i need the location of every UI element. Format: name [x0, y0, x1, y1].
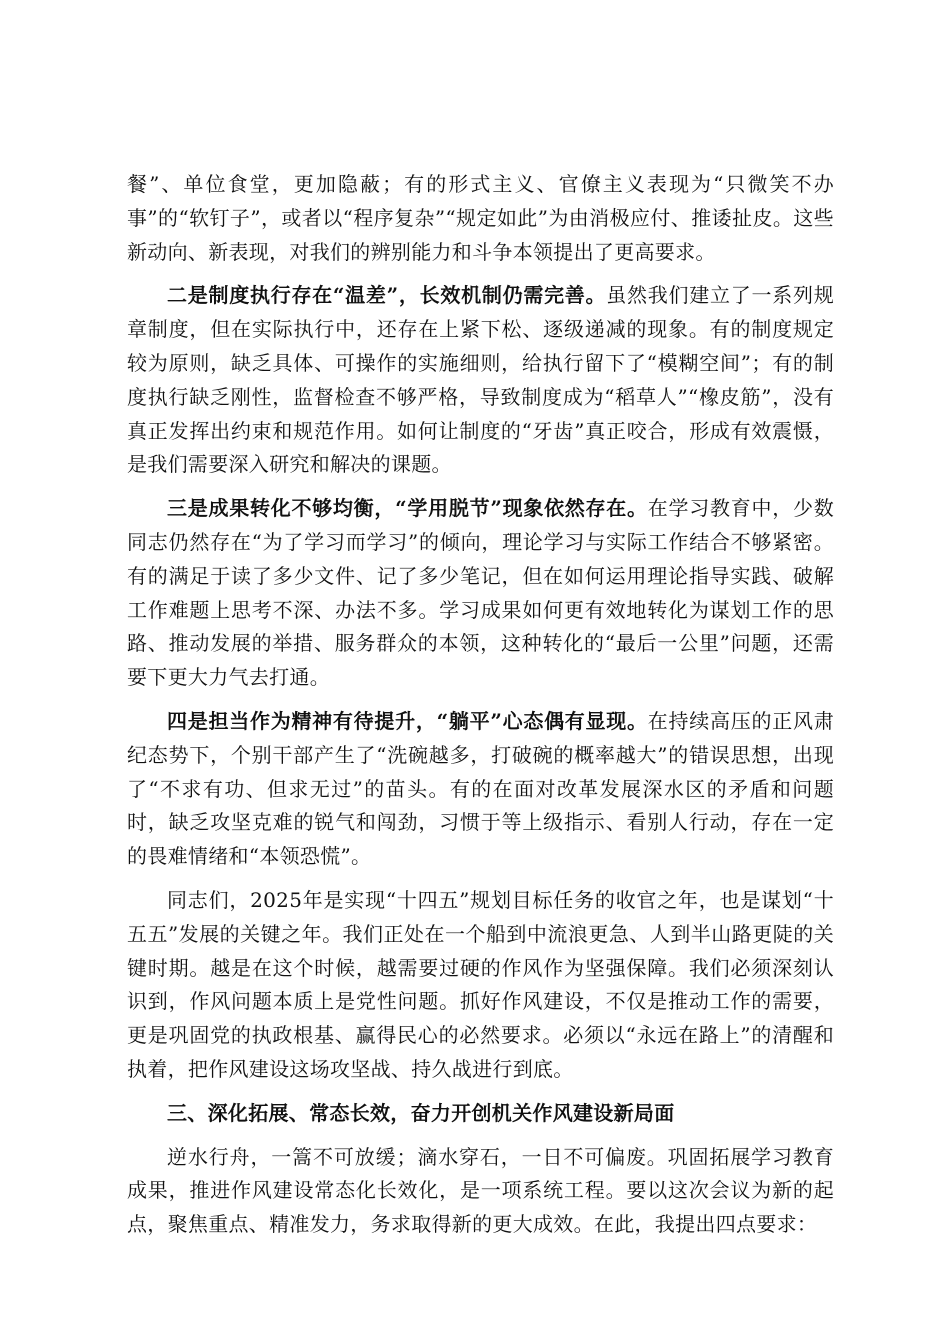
paragraph-point-two: [127, 279, 834, 482]
section-heading: 三、深化拓展、常态长效，奋力开创机关作风建设新局面: [167, 1100, 675, 1125]
paragraph-point-three: [127, 492, 834, 695]
paragraph-text: 在学习教育中，少数同志仍然存在“为了学习而学习”的倾向，理论学习与实际工作结合不够紧密。有的满足于读了多少文件、记了多少笔记，但在如何运用理论指导实践、破解工作难题上思考不深、办法不多。学习成果如何更有效地转化为谋划工作的思路、推动发展的举措、服务群众的本领，这种转化的“最后一公里”问题，还需要下更大力气去打通。: [127, 496, 835, 690]
paragraph-text: 逆水行舟，一篙不可放缓；滴水穿石，一日不可偏废。巩固拓展学习教育成果，推进作风建设常态化长效化，是一项系统工程。要以这次会议为新的起点，聚焦重点、精准发力，务求取得新的更大成效。在此，我提出四点要求：: [127, 1144, 834, 1237]
paragraph-comrades: [127, 884, 834, 1087]
paragraph-closing: [127, 1141, 834, 1242]
paragraph-lead: 二是制度执行存在“温差”，长效机制仍需完善。: [167, 283, 607, 308]
document-page: [127, 168, 834, 1252]
paragraph-text: 虽然我们建立了一系列规章制度，但在实际执行中，还存在上紧下松、逐级递减的现象。有的制度规定较为原则，缺乏具体、可操作的实施细则，给执行留下了“模糊空间”；有的制度执行缺乏刚性，监督检查不够严格，导致制度成为“稻草人”“橡皮筋”，没有真正发挥出约束和规范作用。如何让制度的“牙齿”真正咬合，形成有效震慑，是我们需要深入研究和解决的课题。: [127, 283, 834, 477]
paragraph-text: 同志们，2025年是实现“十四五”规划目标任务的收官之年，也是谋划“十五五”发展的关键之年。我们正处在一个船到中流浪更急、人到半山路更陡的关键时期。越是在这个时候，越需要过硬的作风作为坚强保障。我们必须深刻认识到，作风问题本质上是党性问题。抓好作风建设，不仅是推动工作的需要，更是巩固党的执政根基、赢得民心的必然要求。必须以“永远在路上”的清醒和执着，把作风建设这场攻坚战、持久战进行到底。: [127, 887, 834, 1081]
paragraph-lead: 四是担当作为精神有待提升，“躺平”心态偶有显现。: [167, 708, 648, 733]
paragraph-point-four: [127, 705, 834, 874]
paragraph-lead: 三是成果转化不够均衡，“学用脱节”现象依然存在。: [167, 496, 648, 521]
paragraph-text: 在持续高压的正风肃纪态势下，个别干部产生了“洗碗越多，打破碗的概率越大”的错误思想，出现了“不求有功、但求无过”的苗头。有的在面对改革发展深水区的矛盾和问题时，缺乏攻坚克难的锐气和闯劲，习惯于等上级指示、看别人行动，存在一定的畏难情绪和“本领恐慌”。: [127, 708, 835, 869]
paragraph-continuation: [127, 168, 834, 269]
paragraph-text: 餐”、单位食堂，更加隐蔽；有的形式主义、官僚主义表现为“只微笑不办事”的“软钉子”，或者以“程序复杂”“规定如此”为由消极应付、推诿扯皮。这些新动向、新表现，对我们的辨别能力和斗争本领提出了更高要求。: [127, 172, 834, 264]
